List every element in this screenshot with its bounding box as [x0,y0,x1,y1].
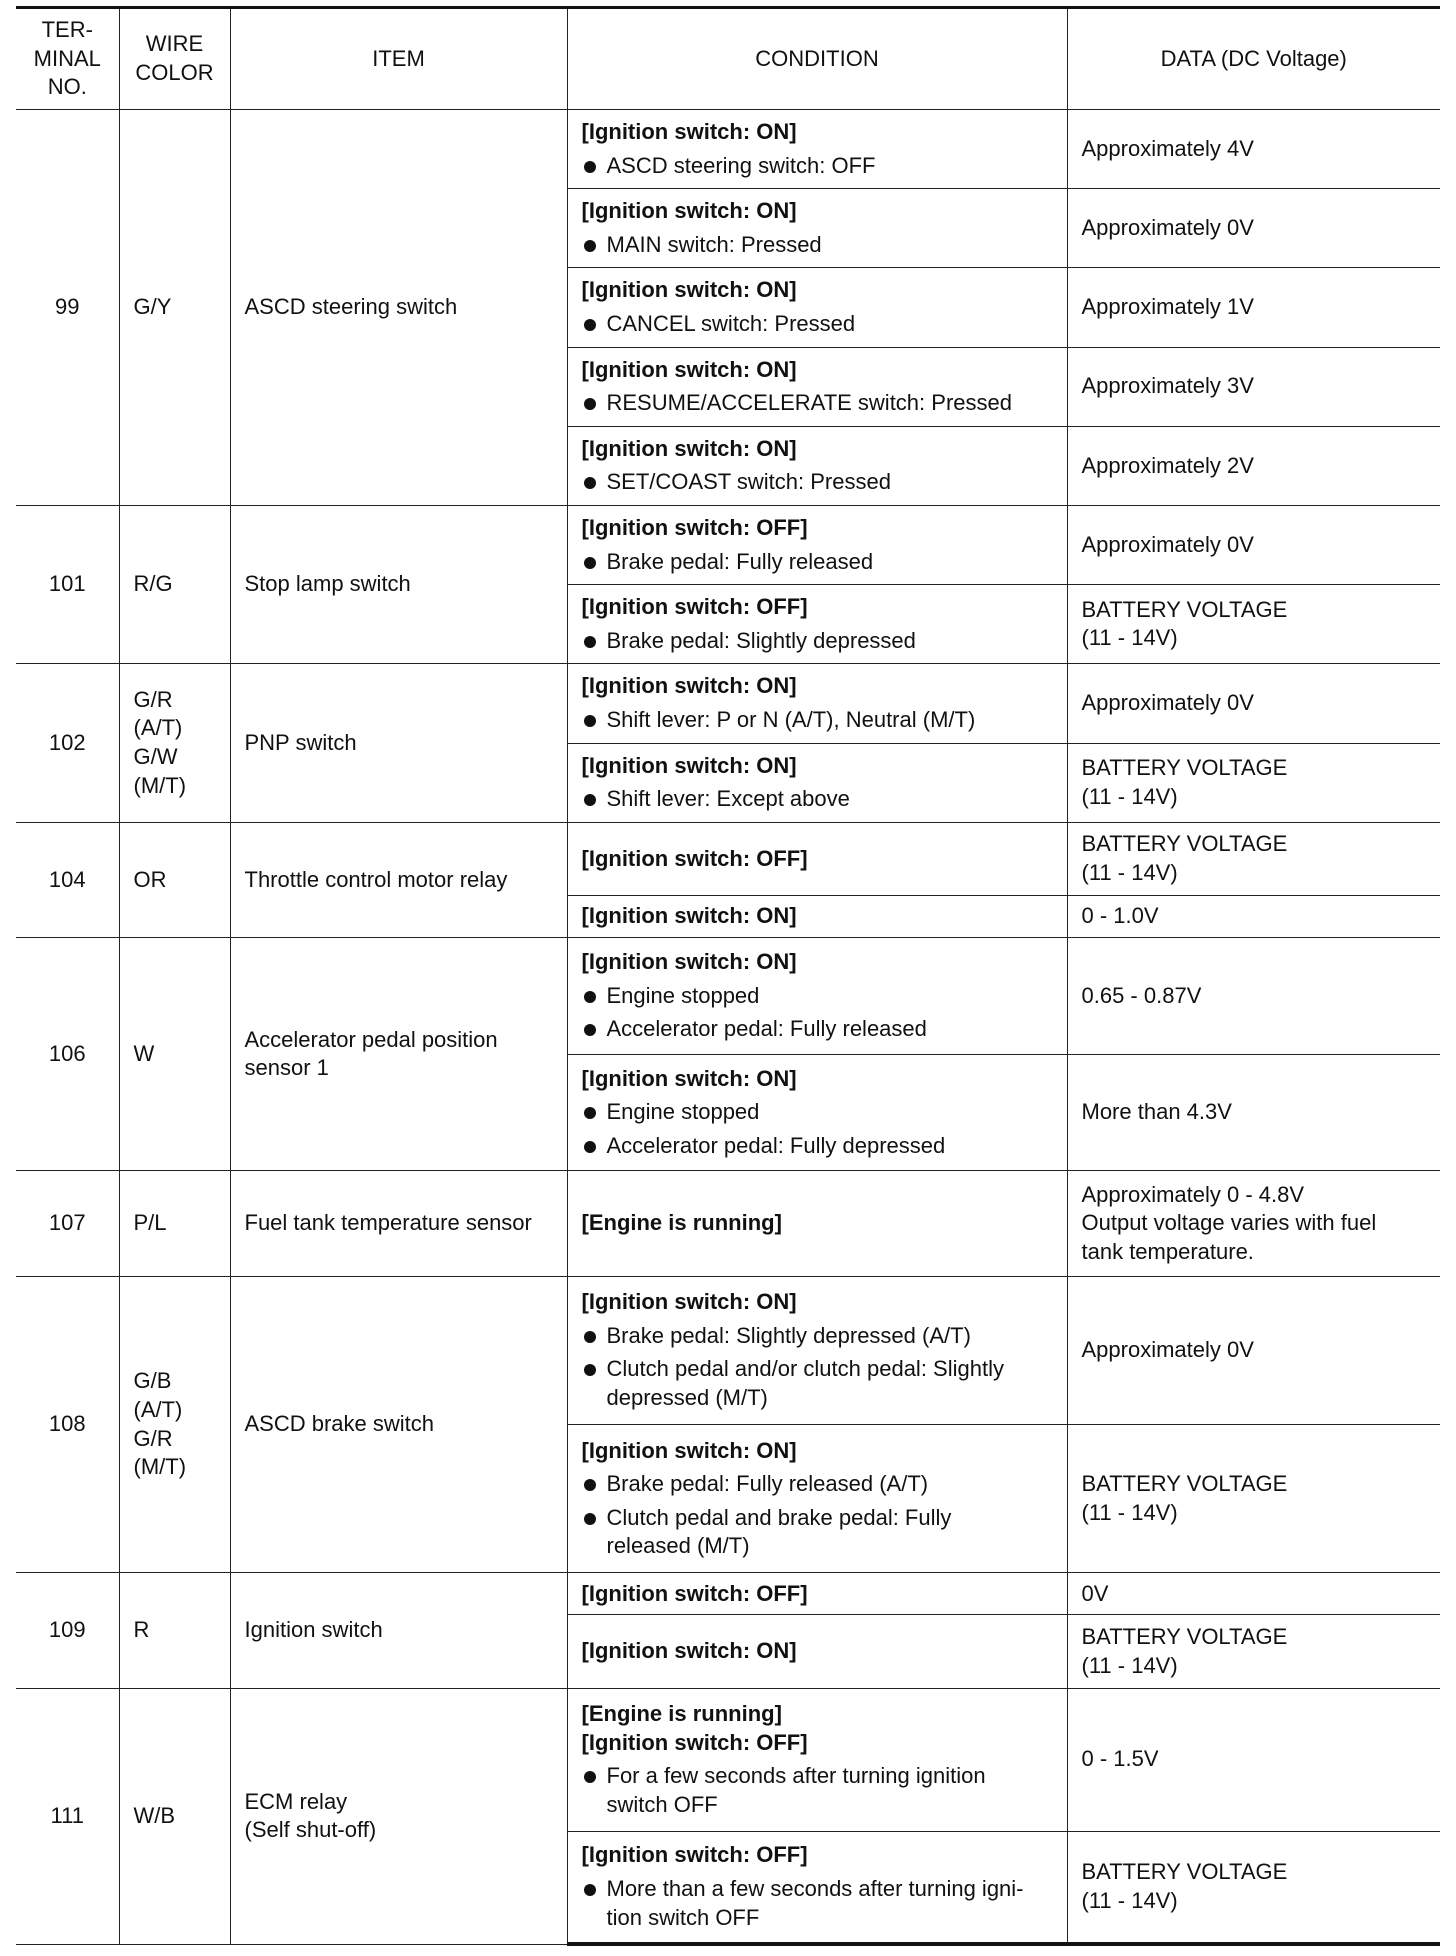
bullet-icon [584,715,596,727]
condition-heading: [Ignition switch: ON] [581,752,797,778]
terminal-number: 106 [16,938,119,1171]
condition-heading: [Engine is running] [581,1210,782,1236]
data-value: Approximately 0V [1067,664,1440,743]
item-name: Throttle control motor relay [230,822,567,937]
condition-cell [567,1171,1067,1276]
item-name: PNP switch [230,664,567,822]
item-name: Ignition switch [230,1573,567,1688]
condition-bullet-text: Accelerator pedal: Fully depressed [606,1132,946,1158]
bullet-icon [584,240,596,252]
table-body [16,110,1440,1945]
condition-heading: [Ignition switch: ON] [581,356,797,382]
bullet-icon [584,636,596,648]
condition-cell [567,110,1067,189]
condition-bullet [582,1322,1053,1351]
bullet-icon [584,161,596,173]
condition-bullet [582,1762,1053,1819]
data-value: 0.65 - 0.87V [1067,938,1440,1055]
data-value: Approximately 4V [1067,110,1440,189]
condition-heading: [Ignition switch: ON] [581,673,797,699]
condition-bullet [582,389,1053,418]
condition-cell [567,664,1067,743]
header-condition: CONDITION [567,8,1067,110]
condition-heading: [Ignition switch: ON] [581,435,797,461]
bullet-icon [584,1513,596,1525]
condition-bullet [582,468,1053,497]
condition-cell [567,426,1067,505]
condition-heading: [Ignition switch: ON] [581,119,797,144]
condition-bullet-text: Engine stopped [606,1099,760,1125]
table-row [16,1573,1440,1615]
data-value: 0V [1067,1573,1440,1615]
condition-heading: [Ignition switch: ON] [581,949,797,975]
terminal-number: 102 [16,664,119,822]
table-row [16,1171,1440,1276]
terminal-number: 101 [16,505,119,663]
terminal-number: 99 [16,110,119,506]
condition-heading: [Ignition switch: OFF] [581,1842,808,1868]
table-header [16,8,1440,110]
wire-color: R/G [119,505,230,663]
condition-bullet [582,548,1053,577]
condition-cell [567,1054,1067,1171]
condition-bullet-text: ASCD steering switch: OFF [606,152,876,178]
wire-color: W [119,938,230,1171]
data-value: BATTERY VOLTAGE (11 - 14V) [1067,1831,1440,1944]
terminal-number: 108 [16,1276,119,1573]
condition-bullet-text: MAIN switch: Pressed [606,231,822,257]
condition-bullet-text: Shift lever: P or N (A/T), Neutral (M/T) [606,706,976,732]
wire-color: R [119,1573,230,1688]
table-row [16,505,1440,584]
terminal-data-table [16,6,1440,1946]
condition-bullet [582,1015,1053,1044]
bullet-icon [584,1479,596,1491]
condition-heading: [Ignition switch: OFF] [581,1729,808,1755]
condition-bullet [582,310,1053,339]
item-name: ECM relay (Self shut-off) [230,1688,567,1944]
wire-color: W/B [119,1688,230,1944]
condition-heading: [Ignition switch: OFF] [581,514,808,540]
data-value: BATTERY VOLTAGE (11 - 14V) [1067,743,1440,822]
header-row [16,8,1440,110]
terminal-number: 111 [16,1688,119,1944]
condition-cell [567,822,1067,896]
table-row [16,1688,1440,1831]
condition-bullet-text: Shift lever: Except above [606,786,850,812]
bullet-icon [584,1107,596,1119]
condition-bullet-text: For a few seconds after turning ignition switch OFF [606,1763,986,1817]
condition-bullet [582,1875,1053,1932]
terminal-number: 104 [16,822,119,937]
bullet-icon [584,1024,596,1036]
condition-heading: [Ignition switch: ON] [581,1437,797,1463]
bullet-icon [584,1331,596,1343]
data-value: Approximately 0V [1067,1276,1440,1424]
wire-color: OR [119,822,230,937]
terminal-number: 107 [16,1171,119,1276]
condition-bullet-text: Clutch pedal and brake pedal: Fully released (M/T) [606,1504,952,1559]
wire-color: G/Y [119,110,230,506]
data-value: BATTERY VOLTAGE (11 - 14V) [1067,1615,1440,1689]
wire-color: G/R (A/T) G/W (M/T) [119,664,230,822]
condition-bullet-text: CANCEL switch: Pressed [606,310,856,336]
condition-heading: [Ignition switch: ON] [581,903,797,929]
condition-heading: [Ignition switch: OFF] [581,1580,808,1606]
bullet-icon [584,1364,596,1376]
bullet-icon [584,557,596,569]
header-item: ITEM [230,8,567,110]
condition-bullet-text: Engine stopped [606,982,760,1008]
condition-bullet [582,627,1053,656]
condition-bullet-text: Brake pedal: Fully released (A/T) [606,1471,929,1497]
terminal-number: 109 [16,1573,119,1688]
condition-bullet-text: RESUME/ACCELERATE switch: Pressed [606,390,1012,416]
data-value: BATTERY VOLTAGE (11 - 14V) [1067,1425,1440,1573]
condition-cell [567,1688,1067,1831]
data-value: Approximately 1V [1067,268,1440,347]
condition-heading: [Ignition switch: ON] [581,277,797,303]
condition-cell [567,1425,1067,1573]
condition-bullet [582,152,1053,181]
bullet-icon [584,1771,596,1783]
header-terminal-no: TER- MINAL NO. [16,8,119,110]
bullet-icon [584,1884,596,1896]
condition-bullet [582,1470,1053,1499]
condition-cell [567,1276,1067,1424]
condition-bullet-text: SET/COAST switch: Pressed [606,469,891,495]
table-row [16,822,1440,896]
condition-bullet [582,1355,1053,1412]
condition-bullet-text: Brake pedal: Slightly depressed [606,627,916,653]
condition-cell [567,1831,1067,1944]
item-name: ASCD brake switch [230,1276,567,1573]
condition-bullet [582,785,1053,814]
condition-heading: [Ignition switch: ON] [581,198,797,224]
table-row [16,1276,1440,1424]
condition-heading: [Ignition switch: ON] [581,1065,797,1091]
condition-cell [567,585,1067,664]
condition-heading: [Engine is running] [581,1701,782,1727]
condition-bullet [582,1132,1053,1161]
condition-heading: [Ignition switch: ON] [581,1638,797,1664]
bullet-icon [584,398,596,410]
wire-color: G/B (A/T) G/R (M/T) [119,1276,230,1573]
table-row [16,664,1440,743]
condition-bullet [582,231,1053,260]
condition-heading: [Ignition switch: OFF] [581,845,808,871]
item-name: Fuel tank temperature sensor [230,1171,567,1276]
condition-bullet-text: Clutch pedal and/or clutch pedal: Slightly depressed (M/T) [606,1356,1004,1410]
data-value: BATTERY VOLTAGE (11 - 14V) [1067,585,1440,664]
data-value: Approximately 3V [1067,347,1440,426]
condition-cell [567,896,1067,938]
item-name: Accelerator pedal position sensor 1 [230,938,567,1171]
condition-heading: [Ignition switch: OFF] [581,594,808,620]
item-name: ASCD steering switch [230,110,567,506]
condition-bullet [582,982,1053,1011]
data-value: Approximately 2V [1067,426,1440,505]
data-value: 0 - 1.0V [1067,896,1440,938]
condition-cell [567,189,1067,268]
bullet-icon [584,991,596,1003]
condition-cell [567,505,1067,584]
condition-bullet-text: Accelerator pedal: Fully released [606,1016,927,1042]
header-data: DATA (DC Voltage) [1067,8,1440,110]
bullet-icon [584,319,596,331]
condition-bullet-text: More than a few seconds after turning igni- tion switch OFF [606,1876,1024,1930]
data-value: Approximately 0V [1067,189,1440,268]
condition-bullet [582,1504,1053,1561]
condition-heading: [Ignition switch: ON] [581,1289,797,1315]
condition-bullet-text: Brake pedal: Slightly depressed (A/T) [606,1322,971,1348]
bullet-icon [584,477,596,489]
table-row [16,938,1440,1055]
condition-bullet [582,706,1053,735]
data-value: Approximately 0V [1067,505,1440,584]
data-value: More than 4.3V [1067,1054,1440,1171]
header-wire-color: WIRE COLOR [119,8,230,110]
condition-bullet-text: Brake pedal: Fully released [606,548,874,574]
table-row [16,110,1440,189]
condition-cell [567,1615,1067,1689]
condition-cell [567,938,1067,1055]
data-value: 0 - 1.5V [1067,1688,1440,1831]
bullet-icon [584,1141,596,1153]
condition-bullet [582,1098,1053,1127]
bullet-icon [584,794,596,806]
condition-cell [567,743,1067,822]
data-value: Approximately 0 - 4.8V Output voltage varies with fuel tank temperature. [1067,1171,1440,1276]
condition-cell [567,1573,1067,1615]
data-value: BATTERY VOLTAGE (11 - 14V) [1067,822,1440,896]
condition-cell [567,347,1067,426]
wire-color: P/L [119,1171,230,1276]
condition-cell [567,268,1067,347]
item-name: Stop lamp switch [230,505,567,663]
